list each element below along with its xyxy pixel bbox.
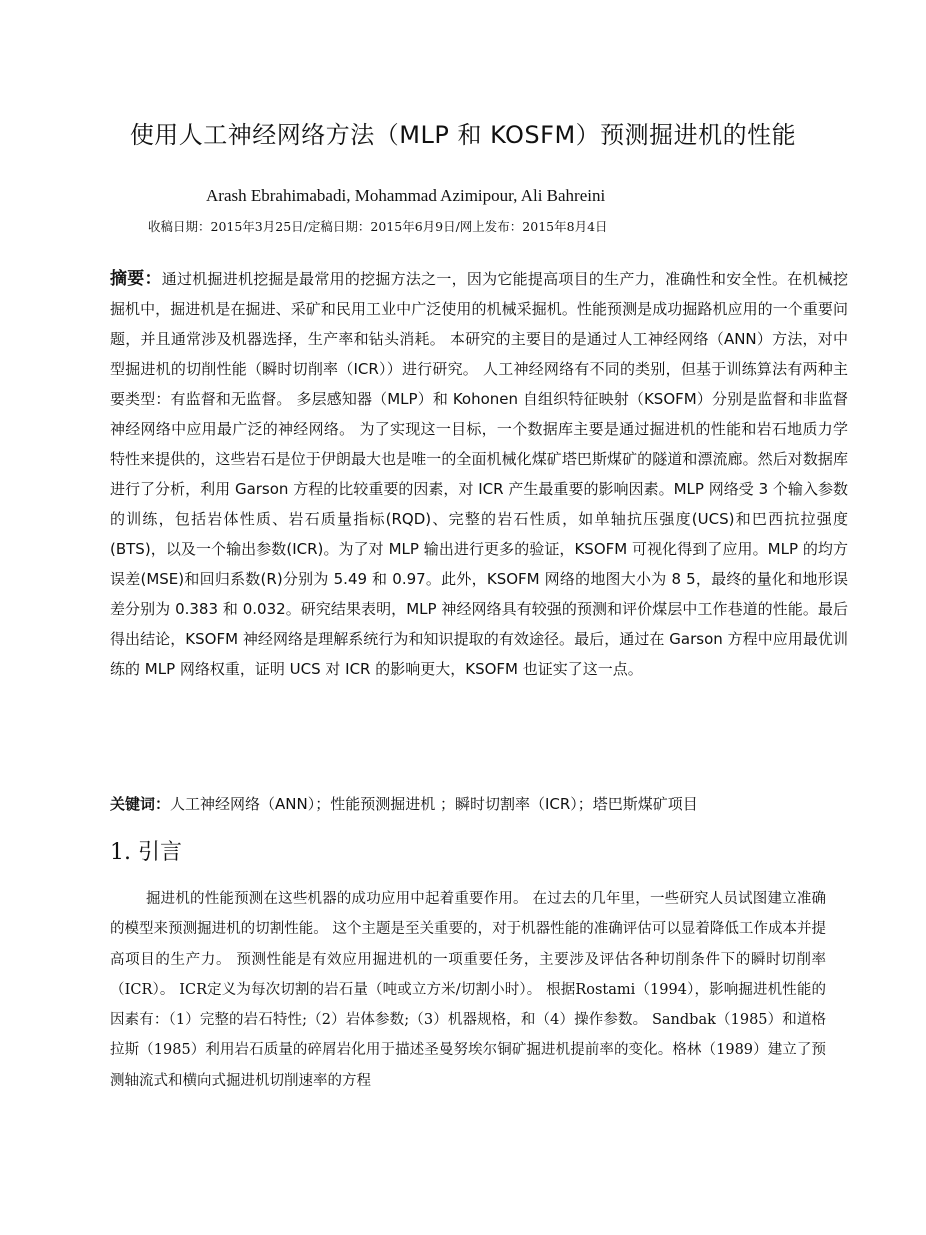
keywords-text: 人工神经网络（ANN）；性能预测掘进机 ；瞬时切割率（ICR）；塔巴斯煤矿项目 — [170, 795, 698, 813]
keywords — [110, 790, 848, 818]
paper-title: 使用人工神经网络方法（MLP 和 KOSFM）预测掘进机的性能 — [129, 121, 797, 149]
introduction-paragraph: 掘进机的性能预测在这些机器的成功应用中起着重要作用。 在过去的几年里，一些研究人员试图建立准确的模型来预测掘进机的切割性能。 这个主题是至关重要的，对于机器性能的准确评估可以显着降低工作成本并提高项目的生产力。 预测性能是有效应用掘进机的一项重要任务，主要涉及评估各种切削条件下的瞬时切削率（ICR）。 ICR定义为每次切割的岩石量（吨或立方米/切割小时）。 根据Rostami（1994），影响掘进机性能的因素有：（1）完整的岩石特性;（2）岩体参数;（3）机器规格，和（4）操作参数。 Sandbak（1985）和道格拉斯（1985）利用岩石质量的碎屑岩化用于描述圣曼努埃尔铜矿掘进机提前率的变化。格林（1989）建立了预测轴流式和横向式掘进机切削速率的方程 — [110, 891, 826, 1089]
author-list: Arash Ebrahimabadi, Mohammad Azimipour, Ali Bahreini — [206, 186, 606, 205]
abstract-label: 摘要： — [110, 269, 162, 289]
section-title: 引言 — [138, 840, 183, 865]
abstract — [110, 264, 848, 684]
section-number: 1. — [110, 840, 131, 865]
publication-dates: 收稿日期：2015年3月25日/定稿日期：2015年6月9日/网上发布：2015年8月4日 — [148, 219, 608, 234]
keywords-label: 关键词： — [110, 795, 171, 813]
abstract-text: 通过机掘进机挖掘是最常用的挖掘方法之一，因为它能提高项目的生产力，准确性和安全性。在机械挖掘机中，掘进机是在掘进、采矿和民用工业中广泛使用的机械采掘机。性能预测是成功掘路机应用的一个重要问题，并且通常涉及机器选择，生产率和钻头消耗。 本研究的主要目的是通过人工神经网络（ANN）方法，对中型掘进机的切削性能（瞬时切削率（ICR））进行研究。 人工神经网络有不同的类别，但基于训练算法有两种主要类型：有监督和无监督。 多层感知器（MLP）和 Kohonen 自组织特征映射（KSOFM）分别是监督和非监督神经网络中应用最广泛的神经网络。 为了实现这一目标，一个数据库主要是通过掘进机的性能和岩石地质力学特性来提供的，这些岩石是位于伊朗最大也是唯一的全面机械化煤矿塔巴斯煤矿的隧道和漂流廊。然后对数据库进行了分析，利用 Garson 方程的比较重要的因素，对 ICR 产生最重要的影响因素。MLP 网络受 3 个输入参数的训练，包括岩体性质、岩石质量指标(RQD)、完整的岩石性质，如单轴抗压强度(UCS)和巴西抗拉强度(BTS)，以及一个输出参数(ICR)。为了对 MLP 输出进行更多的验证，KSOFM 可视化得到了应用。MLP 的均方误差(MSE)和回归系数(R)分别为 5.49 和 0.97。此外，KSOFM 网络的地图大小为 8 5，最终的量化和地形误差分别为 0.383 和 0.032。研究结果表明，MLP 神经网络具有较强的预测和评价煤层中工作巷道的性能。最后得出结论，KSOFM 神经网络是理解系统行为和知识提取的有效途径。最后，通过在 Garson 方程中应用最优训练的 MLP 网络权重，证明 UCS 对 ICR 的影响更大，KSOFM 也证实了这一点。 — [110, 270, 848, 678]
section-heading-introduction — [110, 836, 182, 870]
